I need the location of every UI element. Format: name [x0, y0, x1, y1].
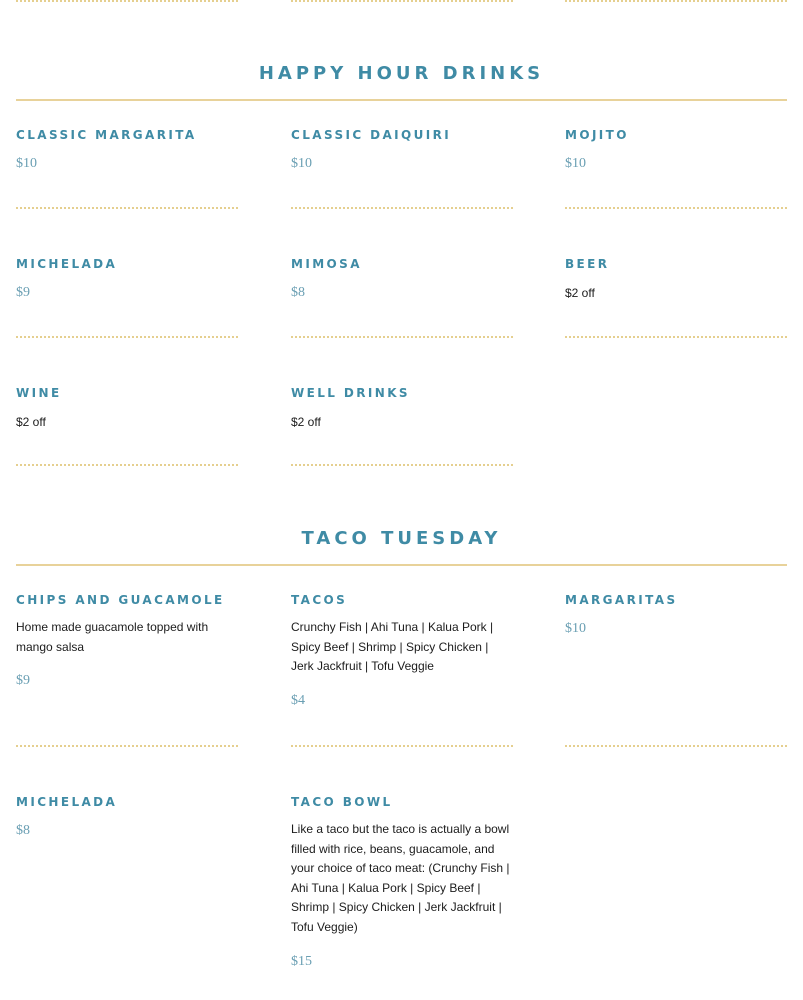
item-price: $2 off — [16, 415, 46, 429]
menu-item — [291, 256, 513, 302]
dotted-separator — [565, 0, 787, 2]
item-price: $2 off — [291, 415, 321, 429]
item-name: BEER — [565, 257, 610, 271]
dotted-separator — [291, 745, 513, 747]
item-price: $9 — [16, 285, 30, 300]
item-price: $8 — [291, 285, 305, 300]
item-name: TACO BOWL — [291, 795, 393, 809]
dotted-separator — [291, 207, 513, 209]
section-title-taco-tuesday: TACO TUESDAY — [301, 528, 502, 549]
item-name: WELL DRINKS — [291, 386, 410, 400]
item-price: $2 off — [565, 286, 595, 300]
item-name: CLASSIC DAIQUIRI — [291, 128, 452, 142]
menu-item — [16, 127, 238, 173]
menu-item — [16, 256, 238, 302]
menu-item — [291, 127, 513, 173]
section-title-happy-hour: HAPPY HOUR DRINKS — [258, 63, 545, 84]
item-price: $9 — [16, 673, 30, 689]
item-name: MICHELADA — [16, 257, 118, 271]
item-name: MICHELADA — [16, 795, 118, 809]
dotted-separator — [16, 0, 238, 2]
item-name: TACOS — [291, 593, 348, 607]
dotted-separator — [16, 464, 238, 466]
item-name: MARGARITAS — [565, 593, 678, 607]
menu-item — [16, 592, 238, 690]
item-name: MIMOSA — [291, 257, 362, 271]
item-price: $4 — [291, 692, 305, 708]
dotted-separator — [291, 0, 513, 2]
item-price: $10 — [565, 621, 586, 636]
menu-item — [16, 385, 238, 431]
dotted-separator — [16, 336, 238, 338]
menu-item — [16, 794, 238, 840]
item-price: $8 — [16, 823, 30, 838]
menu-item — [291, 794, 513, 971]
menu-item — [565, 256, 787, 302]
menu-item — [565, 592, 787, 638]
section-rule — [16, 564, 787, 566]
item-name: CLASSIC MARGARITA — [16, 128, 197, 142]
item-description: Crunchy Fish | Ahi Tuna | Kalua Pork | Spicy Beef | Shrimp | Spicy Chicken | Jerk Jackfruit | Tofu Veggie — [291, 620, 494, 674]
section-rule — [16, 99, 787, 101]
item-price: $15 — [291, 953, 312, 969]
dotted-separator — [565, 745, 787, 747]
item-name: MOJITO — [565, 128, 629, 142]
item-description: Like a taco but the taco is actually a bowl filled with rice, beans, guacamole, and your choice of taco meat: (Crunchy Fish | Ahi Tuna | Kalua Pork | Spicy Beef | Shrimp | Spicy Chicken | Jerk Jackfruit | Tofu Veggie) — [291, 822, 510, 934]
menu-item — [291, 592, 513, 710]
item-price: $10 — [565, 156, 586, 171]
dotted-separator — [291, 464, 513, 466]
dotted-separator — [565, 336, 787, 338]
dotted-separator — [291, 336, 513, 338]
dotted-separator — [565, 207, 787, 209]
item-name: CHIPS AND GUACAMOLE — [16, 593, 225, 607]
menu-item — [565, 127, 787, 173]
menu-item — [291, 385, 513, 431]
item-name: WINE — [16, 386, 62, 400]
item-price: $10 — [16, 156, 37, 171]
dotted-separator — [16, 745, 238, 747]
dotted-separator — [16, 207, 238, 209]
item-price: $10 — [291, 156, 312, 171]
item-description: Home made guacamole topped with mango salsa — [16, 620, 209, 654]
